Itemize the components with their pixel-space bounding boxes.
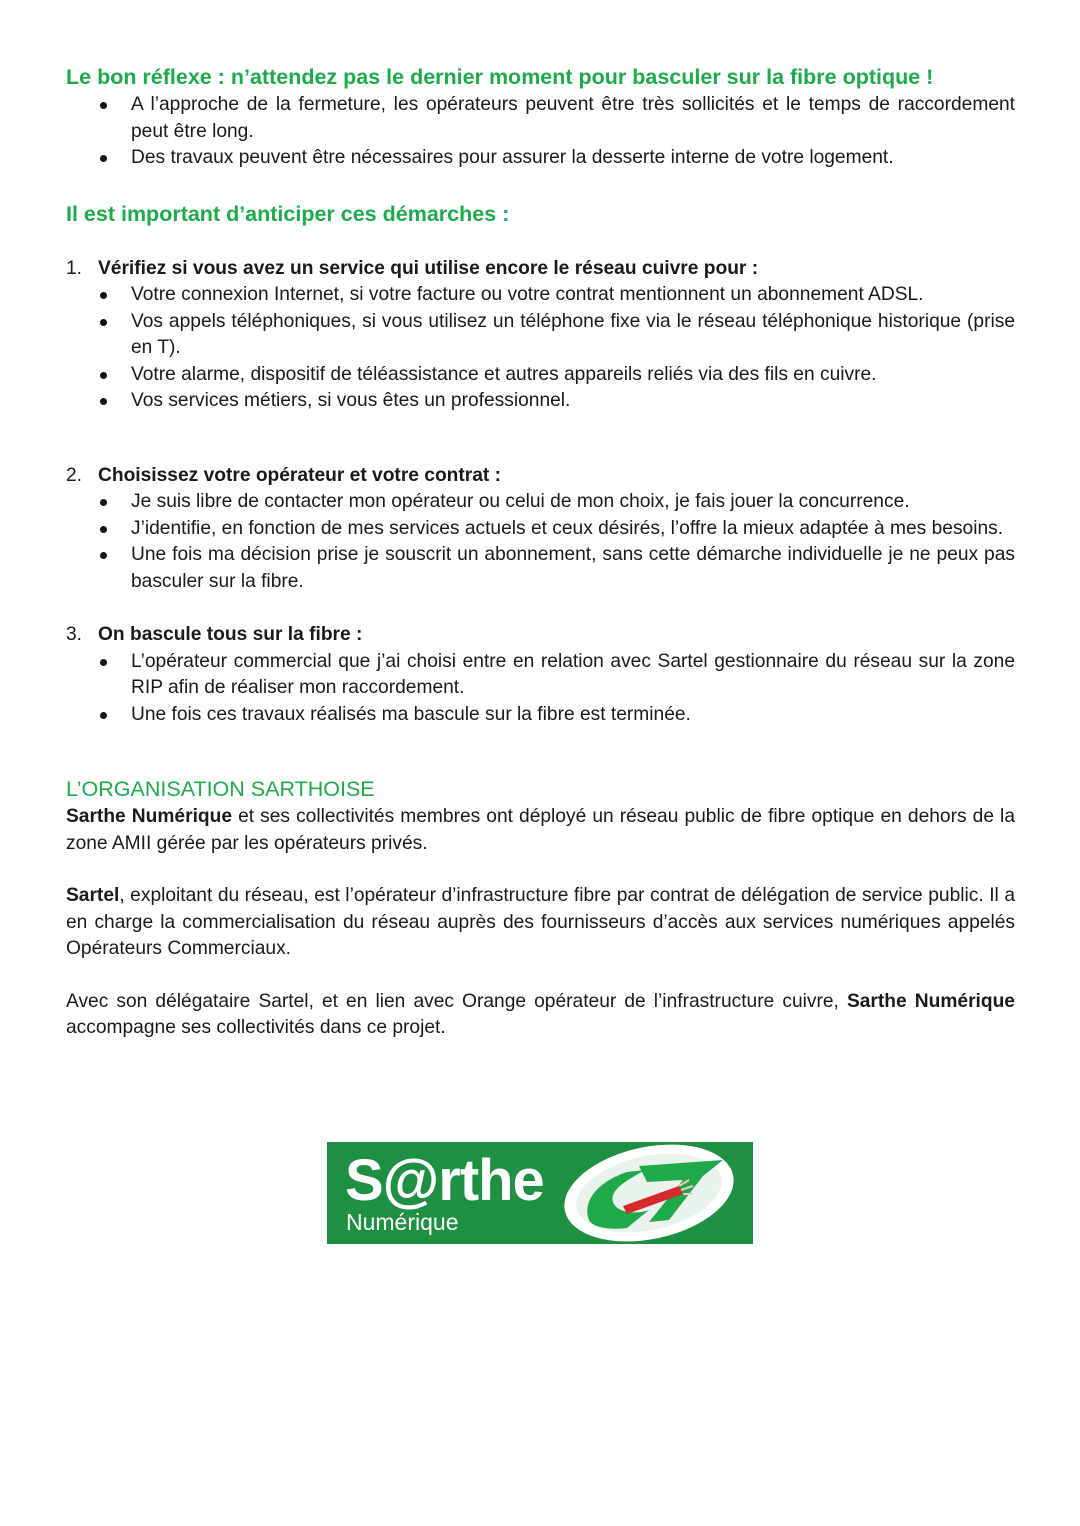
bold-term: Sarthe Numérique — [66, 806, 233, 827]
list-item: Je suis libre de contacter mon opérateur ou celui de mon choix, je fais jouer la concurrence. — [66, 489, 1015, 516]
document-page — [66, 62, 1015, 1042]
step-heading-text: Choisissez votre opérateur et votre contrat : — [98, 464, 502, 486]
list-item: J’identifie, en fonction de mes services actuels et ceux désirés, l’offre la mieux adaptée à mes besoins. — [66, 516, 1015, 543]
organisation-paragraph-2 — [66, 883, 1015, 963]
list-item: Des travaux peuvent être nécessaires pour assurer la desserte interne de votre logement. — [66, 145, 1015, 172]
paragraph-text: Avec son délégataire Sartel, et en lien avec Orange opérateur de l’infrastructure cuivre, — [66, 990, 847, 1012]
reflex-list — [66, 92, 1015, 172]
list-item: A l’approche de la fermeture, les opérateurs peuvent être très sollicités et le temps de raccordement peut être long. — [66, 92, 1015, 145]
list-item: Votre alarme, dispositif de téléassistance et autres appareils reliés via des fils en cuivre. — [66, 362, 1015, 389]
list-item: Une fois ma décision prise je souscrit un abonnement, sans cette démarche individuelle je ne peux pas basculer sur la fibre. — [66, 542, 1015, 595]
step-number: 1. — [66, 257, 83, 279]
organisation-paragraph-1 — [66, 804, 1015, 857]
anticipate-title: Il est important d’anticiper ces démarches : — [66, 201, 510, 226]
list-item: Vos services métiers, si vous êtes un professionnel. — [66, 388, 1015, 415]
list-item: L’opérateur commercial que j’ai choisi entre en relation avec Sartel gestionnaire du réseau sur la zone RIP afin de réaliser mon raccordement. — [66, 649, 1015, 702]
sarthe-numerique-logo — [327, 1142, 753, 1244]
paragraph-text: , exploitant du réseau, est l’opérateur d’infrastructure fibre par contrat de délégation de service public. Il a en charge la commercialisation du réseau auprès des fournisseurs d’accès aux services numériques appelés Opérateurs Commerciaux. — [66, 885, 1015, 959]
logo-subtitle: Numérique — [346, 1209, 459, 1235]
paragraph-text: et ses collectivités membres ont déployé un réseau public de fibre optique en dehors de la zone AMII gérée par les opérateurs privés. — [66, 806, 1015, 854]
step-1-list — [66, 282, 1015, 415]
list-item: Vos appels téléphoniques, si vous utilisez un téléphone fixe via le réseau téléphonique historique (prise en T). — [66, 309, 1015, 362]
step-3-heading — [66, 622, 1015, 649]
step-3-list — [66, 649, 1015, 729]
step-number: 2. — [66, 464, 83, 486]
organisation-paragraph-3 — [66, 989, 1015, 1042]
organisation-title: L’ORGANISATION SARTHOISE — [66, 777, 375, 801]
step-2-list — [66, 489, 1015, 595]
step-2-heading — [66, 463, 1015, 490]
step-heading-text: Vérifiez si vous avez un service qui utilise encore le réseau cuivre pour : — [98, 257, 759, 279]
paragraph-text: accompagne ses collectivités dans ce projet. — [66, 1017, 446, 1038]
step-1-heading — [66, 256, 1015, 283]
bold-term: Sartel — [66, 885, 120, 906]
reflex-title: Le bon réflexe : n’attendez pas le dernier moment pour basculer sur la fibre optique ! — [66, 65, 934, 89]
logo-brand: S@rthe — [345, 1148, 544, 1213]
bold-term: Sarthe Numérique — [846, 990, 1015, 1012]
step-heading-text: On bascule tous sur la fibre : — [98, 624, 363, 645]
list-item: Une fois ces travaux réalisés ma bascule sur la fibre est terminée. — [66, 702, 1015, 729]
step-number: 3. — [66, 624, 83, 645]
list-item: Votre connexion Internet, si votre facture ou votre contrat mentionnent un abonnement ADSL. — [66, 282, 1015, 309]
